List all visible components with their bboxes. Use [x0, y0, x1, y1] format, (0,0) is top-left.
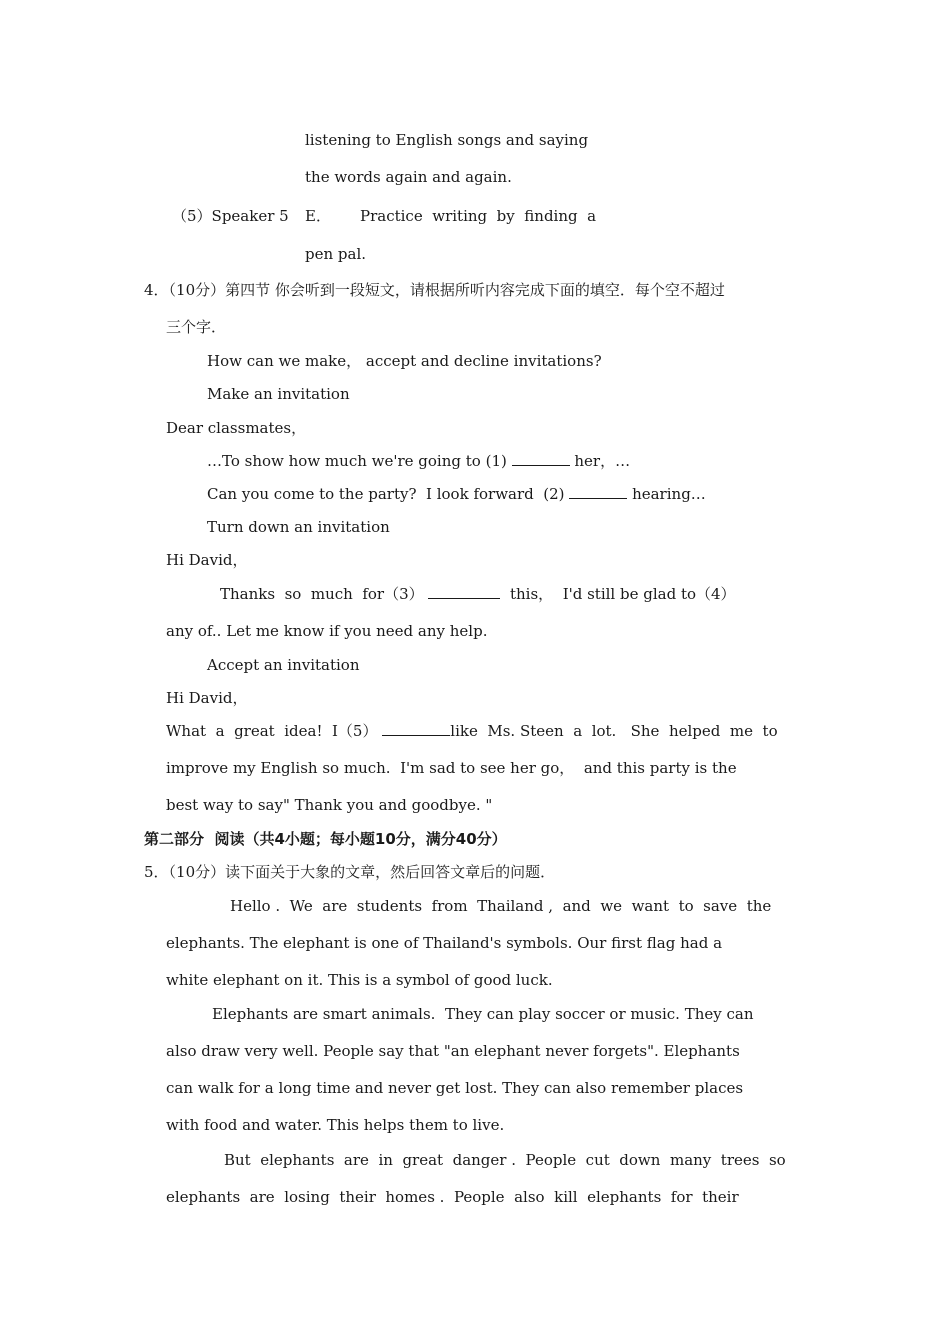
q4-heading: 4．（10分）第四节 你会听到一段短文，请根据所听内容完成下面的填空．每个空不超过 [144, 281, 725, 299]
blank-1-suffix: her，… [569, 452, 631, 470]
accept-invitation-label: Accept an invitation [207, 656, 360, 674]
hi-david-1: Hi David， [166, 551, 248, 569]
blank-2-prefix: Can you come to the party? I look forward (2) [207, 485, 570, 503]
option-e-text-cont: pen pal. [305, 245, 367, 263]
blank-5-line [166, 721, 778, 741]
option-e-letter: E． [305, 207, 331, 225]
q4-title: How can we make， accept and decline invitations? [207, 352, 602, 370]
dear-classmates: Dear classmates， [166, 419, 307, 437]
blank-3-suffix: this， I'd still be glad to（4） [509, 585, 736, 603]
p1-line3: white elephant on it. This is a symbol of good luck. [166, 971, 553, 989]
improve-line: improve my English so much. I'm sad to see her go， and this party is the [166, 759, 737, 777]
blank-3-prefix: Thanks so much for（3） [220, 585, 424, 603]
blank-5-suffix: like Ms. Steen a lot. She helped me to [450, 722, 778, 740]
turn-down-label: Turn down an invitation [207, 518, 390, 536]
blank-2-suffix: hearing… [627, 485, 706, 503]
option-e-text: Practice writing by finding a [360, 207, 597, 225]
blank-5[interactable] [382, 721, 450, 736]
blank-3-line [220, 584, 736, 604]
part-2-heading: 第二部分 阅读（共4小题；每小题10分，满分40分） [144, 830, 507, 848]
blank-1-prefix: …To show how much we're going to (1) [207, 452, 512, 470]
best-way-line: best way to say" Thank you and goodbye. " [166, 796, 493, 814]
option-d-text-line2: the words again and again. [305, 168, 512, 186]
q4-heading-cont: 三个字． [166, 318, 227, 336]
blank-2-line [207, 484, 706, 504]
p3-line1: But elephants are in great danger . People cut down many trees so [224, 1151, 786, 1169]
p2-line1: Elephants are smart animals. They can play soccer or music. They can [212, 1005, 754, 1023]
p1-line2: elephants. The elephant is one of Thailand's symbols. Our first flag had a [166, 934, 723, 952]
blank-1[interactable] [512, 451, 570, 466]
p2-line3: can walk for a long time and never get lost. They can also remember places [166, 1079, 744, 1097]
speaker-5-label: （5）Speaker 5 [172, 207, 289, 225]
p2-line4: with food and water. This helps them to live. [166, 1116, 505, 1134]
p1-line1: Hello . We are students from Thailand , and we want to save the [230, 897, 772, 915]
hi-david-2: Hi David， [166, 689, 248, 707]
blank-2[interactable] [569, 484, 627, 499]
option-d-text-line1: listening to English songs and saying [305, 131, 589, 149]
blank-3[interactable] [428, 584, 500, 599]
blank-1-line [207, 451, 630, 471]
any-of-line: any of.. Let me know if you need any help. [166, 622, 488, 640]
p2-line2: also draw very well. People say that "an elephant never forgets". Elephants [166, 1042, 740, 1060]
blank-5-prefix: What a great idea! I（5） [166, 722, 378, 740]
q5-heading: 5．（10分）读下面关于大象的文章，然后回答文章后的问题． [144, 863, 556, 881]
p3-line2: elephants are losing their homes . People also kill elephants for their [166, 1188, 739, 1206]
make-invitation-label: Make an invitation [207, 385, 350, 403]
